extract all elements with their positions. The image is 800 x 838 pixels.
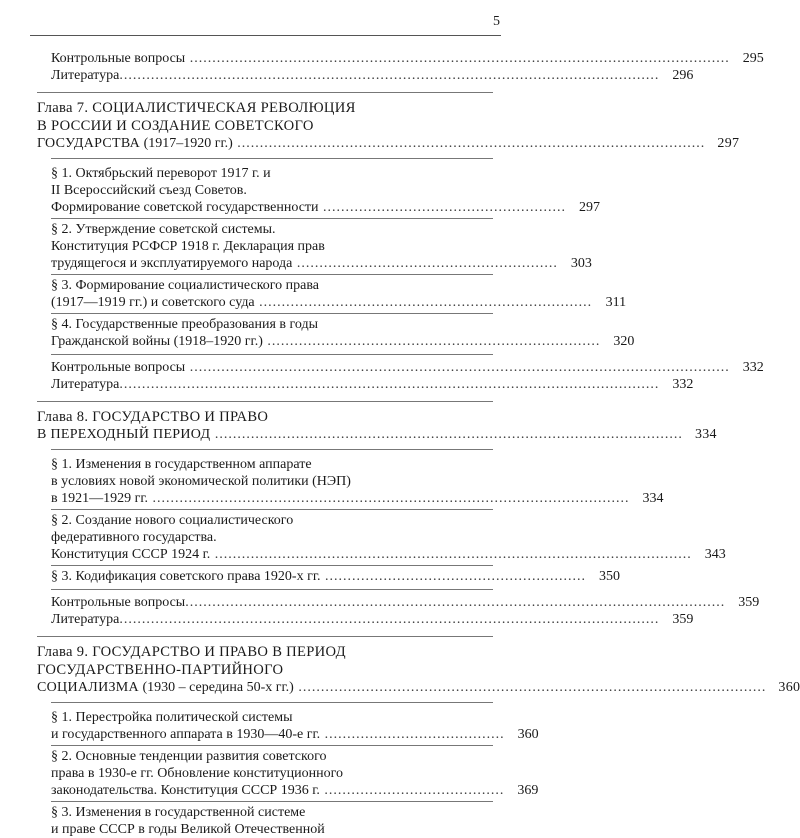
divider: [51, 702, 493, 703]
section-line: § 2. Основные тенденции развития советского: [51, 749, 327, 764]
toc-section[interactable]: § 1. Изменения в государственном аппарате в условиях новой экономической политики (НЭП) в 1921—1929 гг. .......................................................................................................... 334: [51, 457, 664, 506]
divider: [51, 354, 493, 355]
entry-title: Контрольные вопросы: [51, 51, 186, 66]
section-page: 311: [605, 295, 627, 310]
chapter-title-line: В ПЕРЕХОДНЫЙ ПЕРИОД: [37, 427, 211, 442]
section-line: Конституция РСФСР 1918 г. Декларация прав: [51, 239, 325, 254]
chapter-title-line: ГОСУДАРСТВЕННО-ПАРТИЙНОГО: [37, 662, 284, 678]
section-line: Конституция СССР 1924 г.: [51, 547, 211, 562]
entry-page: 359: [738, 595, 760, 610]
section-line: и государственного аппарата в 1930—40-е гг.: [51, 727, 321, 742]
section-line: Гражданской войны (1918–1920 гг.): [51, 334, 263, 349]
toc-entry[interactable]: Литература........................................................................................................................ 359: [51, 612, 694, 627]
section-line: § 3. Кодификация советского права 1920-х гг.: [51, 569, 321, 584]
chapter-dates: (1917–1920 гг.): [140, 136, 233, 151]
entry-page: 332: [672, 377, 694, 392]
section-page: 334: [642, 491, 664, 506]
divider: [51, 449, 493, 450]
toc-section[interactable]: § 3. Кодификация советского права 1920-х гг. .......................................................... 350: [51, 569, 620, 584]
toc-section[interactable]: § 1. Октябрьский переворот 1917 г. и II Всероссийский съезд Советов. Формирование советской государственности ...................................................... 297: [51, 166, 601, 215]
section-page: 369: [517, 783, 539, 798]
divider: [51, 745, 493, 746]
section-line: в 1921—1929 гг.: [51, 491, 149, 506]
divider: [51, 565, 493, 566]
chapter-title-line: Глава 8. ГОСУДАРСТВО И ПРАВО: [37, 409, 269, 425]
divider: [37, 401, 493, 402]
table-of-contents: [37, 50, 800, 838]
section-line: § 2. Создание нового социалистического: [51, 513, 294, 528]
section-page: 303: [570, 256, 592, 271]
chapter-page: 334: [694, 427, 717, 442]
chapter-title-line: СОЦИАЛИЗМА: [37, 680, 139, 695]
entry-page: 295: [742, 51, 764, 66]
toc-section[interactable]: [51, 804, 493, 838]
divider: [51, 313, 493, 314]
section-line: § 1. Изменения в государственном аппарате: [51, 457, 312, 472]
toc-section[interactable]: § 3. Формирование социалистического права (1917—1919 гг.) и советского суда .......................................................................... 311: [51, 278, 627, 310]
section-page: 343: [704, 547, 726, 562]
section-line: права в 1930-е гг. Обновление конституционного: [51, 766, 343, 781]
chapter-page: 297: [717, 136, 740, 151]
section-page: 320: [613, 334, 635, 349]
section-line: § 3. Изменения в государственной системе: [51, 805, 306, 820]
chapter-9[interactable]: Глава 9. ГОСУДАРСТВО И ПРАВО В ПЕРИОД ГОСУДАРСТВЕННО-ПАРТИЙНОГО СОЦИАЛИЗМА (1930 – середина 50-х гг.) ........................................................................................................ 360: [37, 644, 800, 695]
section-line: § 1. Октябрьский переворот 1917 г. и: [51, 166, 271, 181]
section-line: § 1. Перестройка политической системы: [51, 710, 293, 725]
toc-section[interactable]: § 4. Государственные преобразования в годы Гражданской войны (1918–1920 гг.) .......................................................................... 320: [51, 317, 635, 349]
section-line: и праве СССР в годы Великой Отечественной: [51, 822, 325, 837]
chapter-page: 360: [778, 680, 800, 695]
section-line: (1917—1919 гг.) и советского суда: [51, 295, 255, 310]
toc-entry[interactable]: Литература........................................................................................................................ 296: [51, 68, 694, 83]
section-line: законодательства. Конституция СССР 1936 г.: [51, 783, 320, 798]
toc-entry[interactable]: Контрольные вопросы........................................................................................................................ 359: [51, 595, 760, 610]
divider: [51, 274, 493, 275]
entry-title: Контрольные вопросы: [51, 595, 186, 610]
toc-section[interactable]: § 2. Создание нового социалистического федеративного государства. Конституция СССР 1924 г. .......................................................................................................... 343: [51, 513, 726, 562]
divider: [51, 801, 493, 802]
section-line: § 4. Государственные преобразования в годы: [51, 317, 319, 332]
chapter-title-line: Глава 9. ГОСУДАРСТВО И ПРАВО В ПЕРИОД: [37, 644, 346, 660]
entry-title: Литература: [51, 377, 120, 392]
chapter-title-line: Глава 7. СОЦИАЛИСТИЧЕСКАЯ РЕВОЛЮЦИЯ: [37, 100, 356, 116]
section-line: II Всероссийский съезд Советов.: [51, 183, 247, 198]
divider: [51, 509, 493, 510]
entry-page: 332: [742, 360, 764, 375]
section-line: Формирование советской государственности: [51, 200, 319, 215]
divider: [51, 589, 493, 590]
divider: [51, 158, 493, 159]
toc-section[interactable]: § 2. Основные тенденции развития советского права в 1930-е гг. Обновление конституционного законодательства. Конституция СССР 1936 г. ........................................ 369: [51, 749, 539, 798]
divider: [51, 218, 493, 219]
section-page: 350: [599, 569, 620, 584]
entry-page: 296: [672, 68, 694, 83]
entry-title: Литература: [51, 68, 120, 83]
toc-entry[interactable]: Контрольные вопросы ........................................................................................................................ 332: [51, 360, 764, 375]
toc-entry[interactable]: Литература........................................................................................................................ 332: [51, 377, 694, 392]
entry-title: Контрольные вопросы: [51, 360, 186, 375]
entry-title: Литература: [51, 612, 120, 627]
toc-entry[interactable]: Контрольные вопросы ........................................................................................................................ 295: [51, 51, 764, 66]
section-line: § 3. Формирование социалистического права: [51, 278, 320, 293]
divider: [37, 92, 493, 93]
divider: [37, 636, 493, 637]
header-rule: [30, 35, 501, 36]
chapter-8[interactable]: Глава 8. ГОСУДАРСТВО И ПРАВО В ПЕРЕХОДНЫЙ ПЕРИОД ........................................................................................................ 334: [37, 409, 717, 442]
section-page: 360: [517, 727, 539, 742]
section-line: в условиях новой экономической политики (НЭП): [51, 474, 351, 489]
page-number: 5: [493, 14, 500, 29]
toc-section[interactable]: § 2. Утверждение советской системы. Конституция РСФСР 1918 г. Декларация прав трудящегося и эксплуатируемого народа .......................................................... 303: [51, 222, 592, 271]
chapter-title-line: В РОССИИ И СОЗДАНИЕ СОВЕТСКОГО: [37, 118, 314, 134]
section-line: трудящегося и эксплуатируемого народа: [51, 256, 293, 271]
entry-page: 359: [672, 612, 694, 627]
section-line: федеративного государства.: [51, 530, 217, 545]
section-page: 297: [579, 200, 601, 215]
section-line: § 2. Утверждение советской системы.: [51, 222, 276, 237]
toc-section[interactable]: § 1. Перестройка политической системы и государственного аппарата в 1930—40-е гг. ........................................ 360: [51, 710, 539, 742]
chapter-title-line: ГОСУДАРСТВА: [37, 136, 141, 151]
chapter-7[interactable]: Глава 7. СОЦИАЛИСТИЧЕСКАЯ РЕВОЛЮЦИЯ В РОССИИ И СОЗДАНИЕ СОВЕТСКОГО ГОСУДАРСТВА (1917–1920 гг.) ........................................................................................................ 297: [37, 100, 740, 151]
chapter-dates: (1930 – середина 50-х гг.): [138, 680, 294, 695]
